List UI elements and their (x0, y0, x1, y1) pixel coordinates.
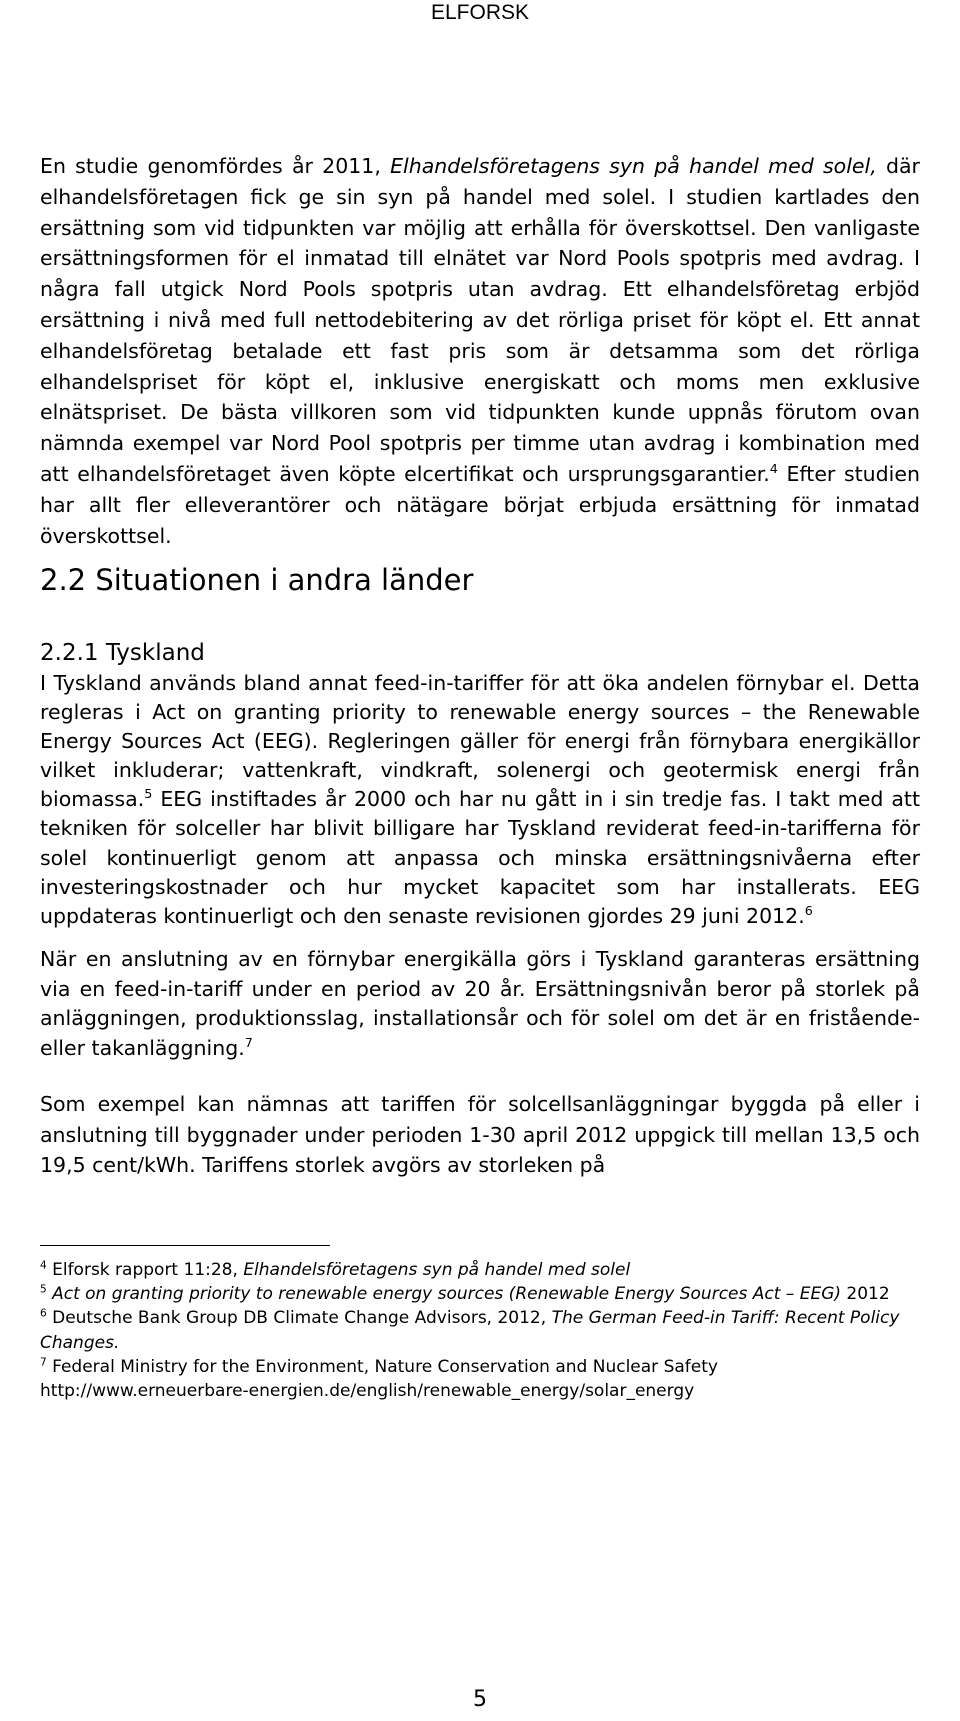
text-run: Som exempel kan nämnas att tariffen för solcellsanläggningar byggda på eller i anslutning till byggnader under perioden 1-30 april 2012 uppgick till mellan 13,5 och 19,5 cent/kWh. Tariffens storlek avgörs av storleken på (40, 1092, 920, 1177)
italic-run: The German Feed-in Tariff: Recent Policy Changes. (40, 1308, 900, 1353)
text-run: Efter studien har allt fler elleverantörer och nätägare börjat erbjuda ersättning för inmatad överskottsel. (40, 461, 920, 548)
text-run: 2012 (841, 1284, 890, 1305)
italic-run: Elhandelsföretagens syn på handel med solel (243, 1260, 631, 1280)
text-run: När en anslutning av en förnybar energikälla görs i Tyskland garanteras ersättning via en feed-in-tariff under en period av 20 år. Ersättningsnivån beror på storlek på anläggningen, produktionsslag, installationsår och för solel om det är en fristående- eller takanläggning. (40, 947, 920, 1060)
footnote-ref: 6 (40, 1307, 47, 1320)
text-run: Deutsche Bank Group DB Climate Change Advisors, 2012, (46, 1308, 552, 1329)
footnote-5 (40, 1282, 920, 1306)
section-heading: 2.2 Situationen i andra länder (40, 563, 474, 597)
text-run: En studie genomfördes år 2011, (40, 154, 391, 178)
subsection-heading: 2.2.1 Tyskland (40, 640, 205, 666)
footnote-6 (40, 1306, 920, 1354)
text-run: Elforsk rapport 11:28, (46, 1260, 244, 1280)
footnote-ref: 4 (769, 461, 778, 477)
paragraph-elhandel-study (40, 151, 920, 551)
paragraph-feed-in-tariffs (40, 669, 920, 931)
footnote-ref: 6 (804, 902, 813, 918)
paragraph-tariff-example (40, 1089, 920, 1181)
paragraph-guaranteed-compensation (40, 945, 920, 1063)
text-run: Federal Ministry for the Environment, Nature Conservation and Nuclear Safety http://www.erneuerbare-energien.de/english/renewable_energy/solar_energy (40, 1356, 718, 1402)
italic-run: Elhandelsföretagens syn på handel med solel, (390, 154, 877, 178)
running-header: ELFORSK (430, 1, 530, 24)
text-run: EEG instiftades år 2000 och har nu gått in i sin tredje fas. I takt med att tekniken för solceller har blivit billigare har Tyskland reviderat feed-in-tarifferna för solel kontinuerligt genom att anpassa och minska ersättningsnivåerna efter investeringskostnader och hur mycket kapacitet som har installerats. EEG uppdateras kontinuerligt och den senaste revisionen gjordes 29 juni 2012. (40, 787, 920, 928)
footnote-ref: 5 (144, 786, 153, 802)
text-run: där elhandelsföretagen fick ge sin syn på handel med solel. I studien kartlades den ersättning som vid tidpunkten var möjlig att erhålla för överskottsel. Den vanligaste ersättningsformen för el inmatad till elnätet var Nord Pools spotpris med avdrag. I några fall utgick Nord Pools spotpris utan avdrag. Ett elhandelsföretag erbjöd ersättning i nivå med full nettodebitering av det rörliga priset för köpt el. Ett annat elhandelsföretag betalade ett fast pris som är detsamma som det rörliga elhandelspriset för köpt el, inklusive energiskatt och moms men exklusive elnätspriset. De bästa villkoren som vid tidpunkten kunde uppnås förutom ovan nämnda exempel var Nord Pool spotpris per timme utan avdrag i kombination med att elhandelsföretaget även köpte elcertifikat och ursprungsgarantier. (40, 154, 920, 486)
footnote-ref: 7 (244, 1034, 253, 1050)
text-run: I Tyskland används bland annat feed-in-tariffer för att öka andelen förnybar el. Detta regleras i Act on granting priority to renewable energy sources – the Renewable Energy Sources Act (EEG). Regleringen gäller för energi från förnybara energikällor vilket inkluderar; vattenkraft, vindkraft, solenergi och geotermisk energi från biomassa. (40, 671, 920, 812)
footnote-ref: 4 (40, 1259, 47, 1272)
italic-run: Act on granting priority to renewable energy sources (Renewable Energy Sources Act – EEG) (52, 1284, 841, 1305)
footnotes (40, 1258, 920, 1403)
footnote-separator (40, 1245, 330, 1246)
footnote-ref: 7 (40, 1356, 47, 1369)
page-number: 5 (473, 1687, 487, 1712)
footnote-4 (40, 1258, 920, 1282)
footnote-7 (40, 1355, 920, 1403)
footnote-ref: 5 (40, 1283, 47, 1296)
